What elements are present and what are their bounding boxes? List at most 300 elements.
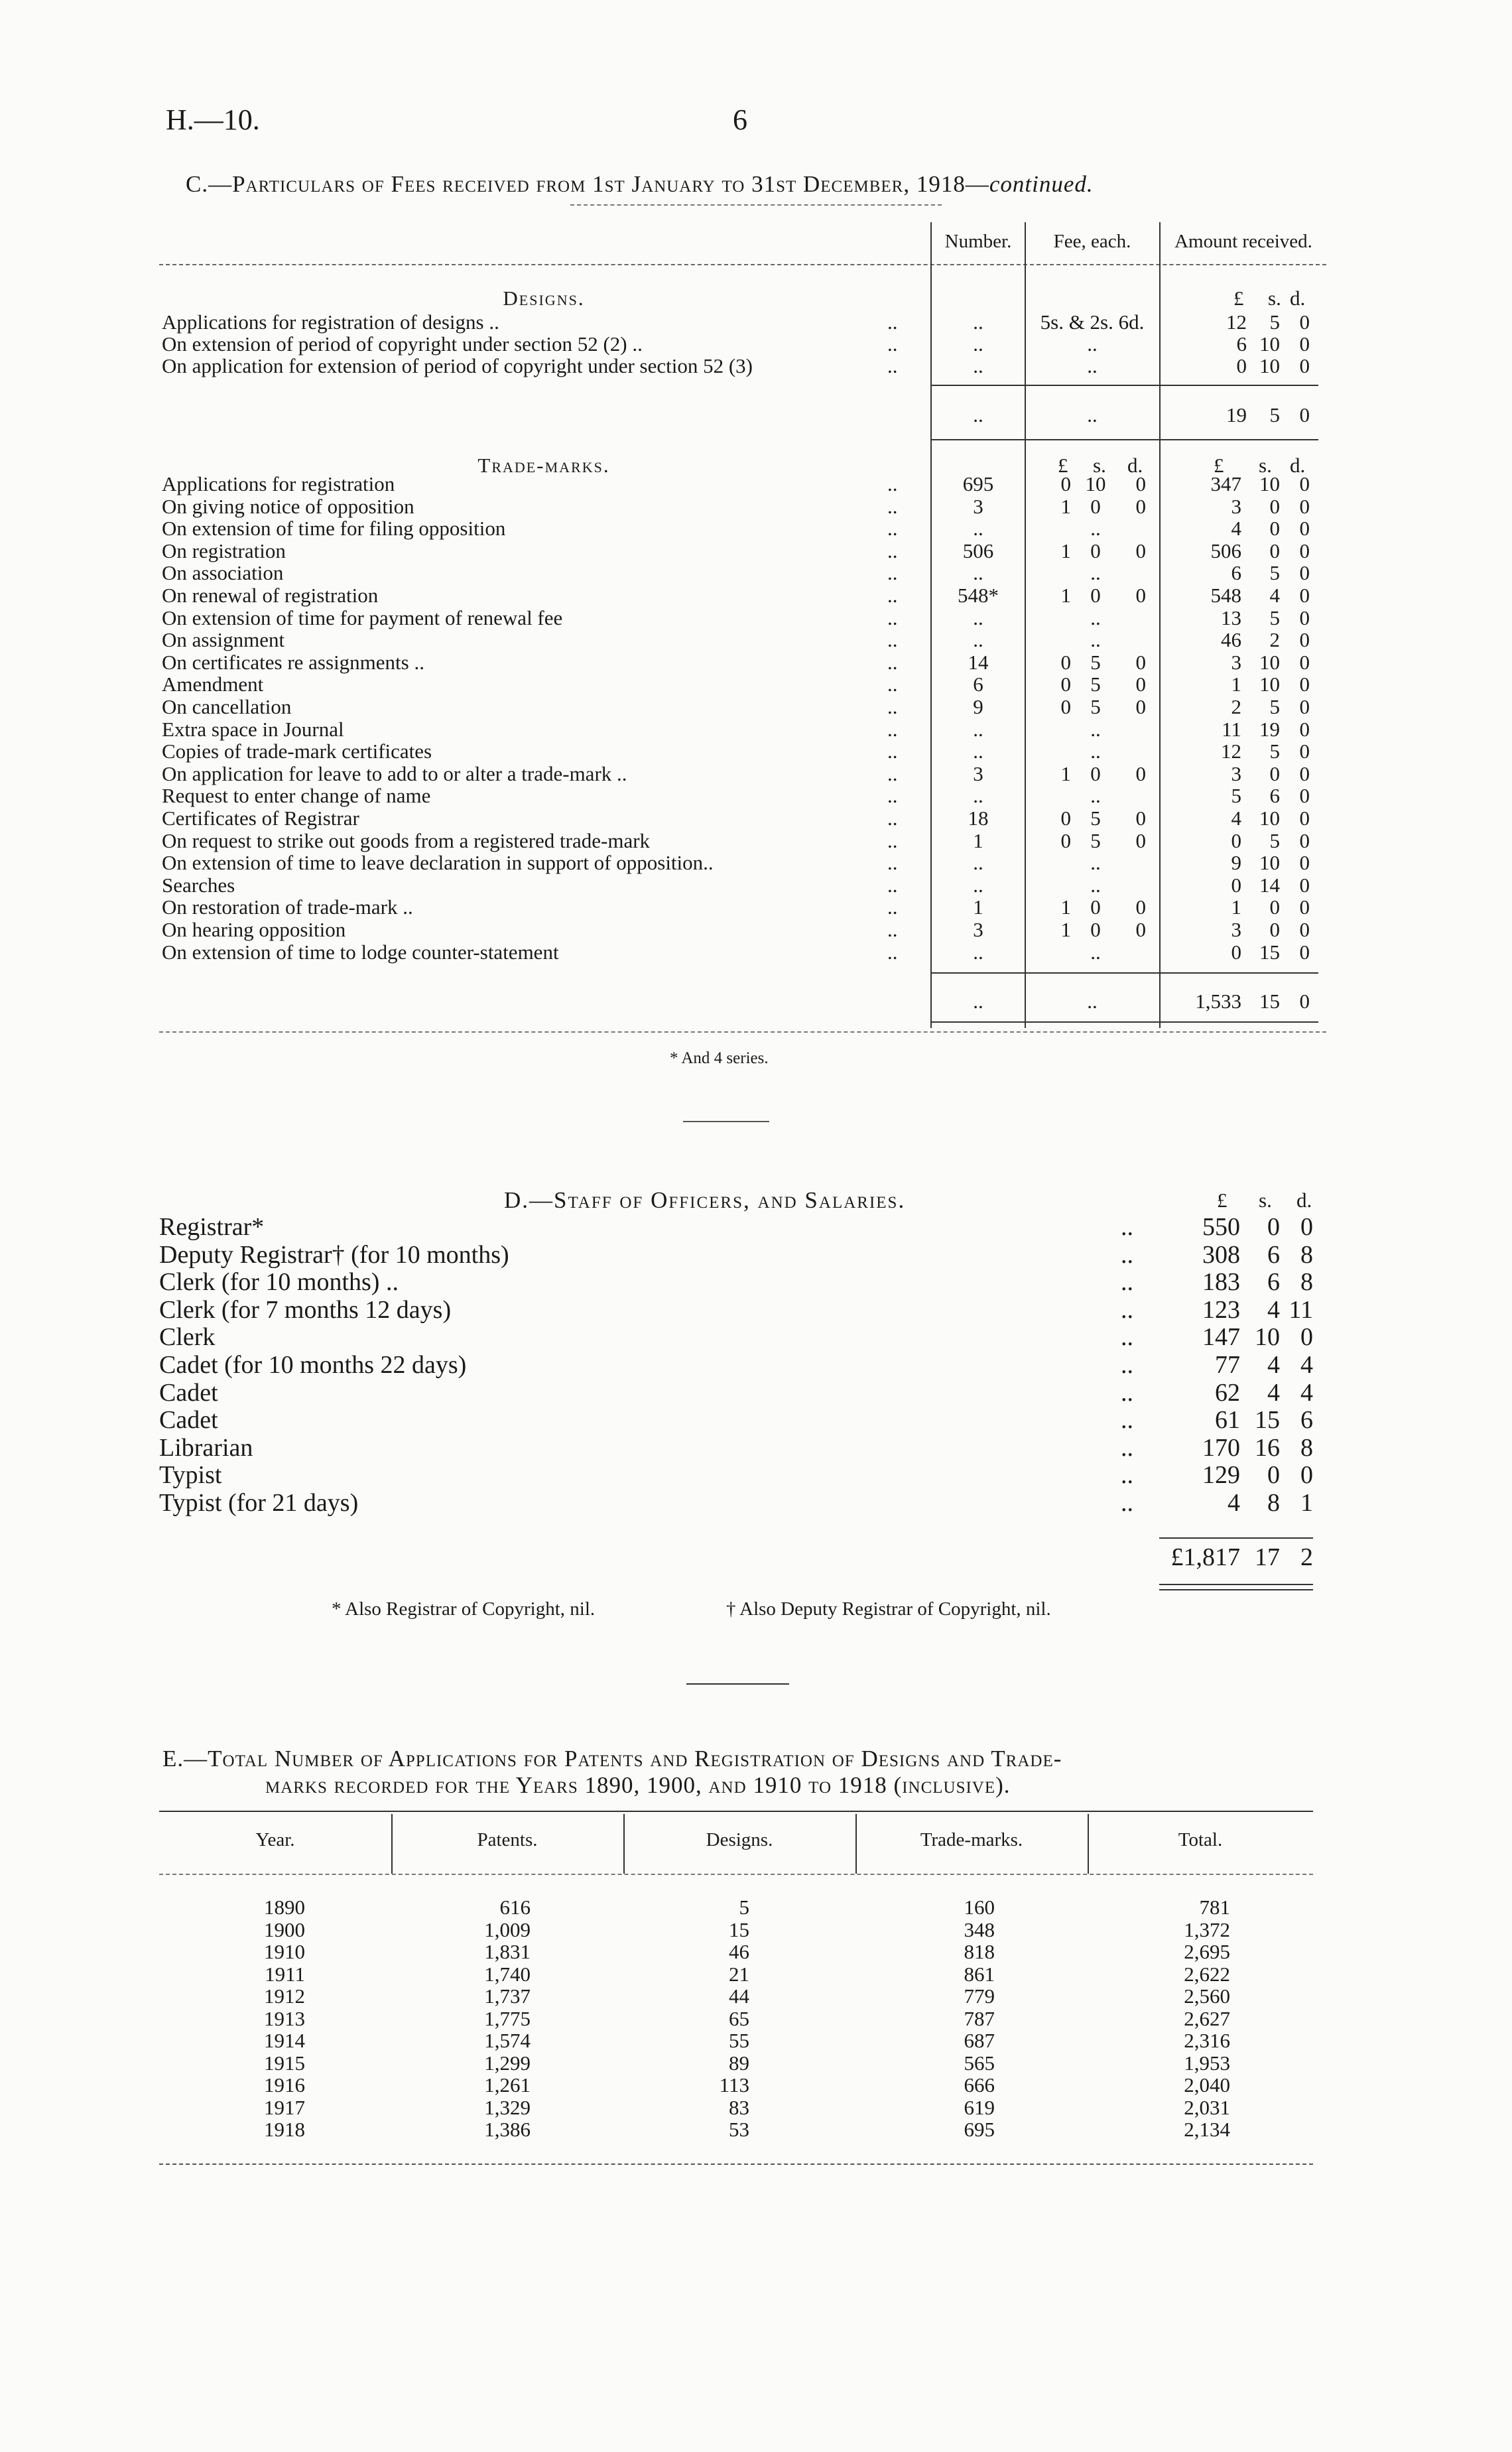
row-fee-pence: 0: [1135, 761, 1146, 785]
row-fee-pounds: 0: [1060, 673, 1071, 696]
row-pounds: 13: [1221, 606, 1241, 629]
row-number: 6: [973, 673, 983, 696]
column-header-fee-each: Fee, each.: [1053, 231, 1131, 252]
row-shillings: 0: [1267, 1213, 1280, 1241]
row-designs: 65: [729, 2006, 749, 2030]
row-year: 1890: [264, 1896, 305, 1919]
row-total: 2,560: [1184, 1984, 1230, 2008]
trademarks-fee-unit-shillings: s.: [1093, 454, 1106, 477]
row-fee-pounds: 0: [1060, 472, 1071, 495]
row-number: ..: [973, 354, 983, 377]
row-shillings: 0: [1269, 517, 1280, 541]
row-pounds: 77: [1215, 1351, 1240, 1379]
column-header-total: Total.: [1178, 1829, 1223, 1850]
row-pounds: 347: [1210, 472, 1241, 495]
row-pence: 0: [1300, 1461, 1313, 1490]
row-shillings: 5: [1269, 561, 1280, 585]
trademark-row: [0, 606, 1512, 629]
designs-total-fee: ..: [1087, 403, 1098, 426]
row-fee-shillings: ..: [1090, 940, 1101, 964]
row-patents: 1,261: [484, 2073, 531, 2097]
row-pounds: 147: [1202, 1323, 1240, 1352]
row-pence: 0: [1299, 584, 1310, 607]
row-label: Cadet: [159, 1406, 218, 1435]
row-pence: 0: [1299, 332, 1310, 355]
row-total: 2,695: [1184, 1940, 1230, 1963]
leader-dots: ..: [887, 494, 898, 518]
row-fee-pence: 0: [1135, 828, 1146, 852]
row-pence: 1: [1300, 1489, 1313, 1517]
row-fee-pounds: 0: [1060, 807, 1071, 830]
section-d-footnote-deputy: † Also Deputy Registrar of Copyright, nil.: [726, 1598, 1051, 1620]
row-pence: 0: [1299, 354, 1310, 377]
leader-dots: ..: [887, 584, 898, 607]
row-pounds: 46: [1221, 628, 1241, 652]
row-pounds: 308: [1202, 1240, 1240, 1269]
row-label: On extension of time to leave declaration in support of opposition..: [162, 851, 714, 875]
row-shillings: 0: [1267, 1461, 1280, 1490]
applications-row: [0, 1984, 1512, 2007]
row-number: 9: [973, 695, 983, 718]
section-e-title-line1: E.—Total Number of Applications for Patents and Registration of Designs and Trade-: [162, 1746, 1062, 1772]
row-trademarks: 787: [964, 2006, 995, 2030]
leader-dots: ..: [887, 650, 898, 674]
row-pence: 0: [1299, 673, 1310, 696]
row-shillings: 5: [1269, 695, 1280, 718]
leader-dots: ..: [887, 784, 898, 808]
row-fee-shillings: 0: [1090, 539, 1101, 562]
trademarks-fee-unit-pence: d.: [1127, 454, 1143, 477]
trademark-row: [0, 584, 1512, 606]
row-label: On assignment: [162, 628, 285, 652]
row-fee-shillings: 5: [1090, 807, 1101, 830]
row-number: ..: [973, 873, 983, 897]
trademark-row: [0, 651, 1512, 673]
row-patents: 1,831: [484, 1940, 531, 1963]
row-fee-shillings: 5: [1090, 828, 1101, 852]
row-shillings: 4: [1267, 1378, 1280, 1407]
salaries-total-pounds: £1,817: [1170, 1543, 1240, 1571]
row-label: Extra space in Journal: [162, 717, 344, 741]
column-header-year: Year.: [255, 1829, 295, 1850]
row-fee-shillings: ..: [1090, 606, 1101, 629]
applications-row: [0, 1940, 1512, 1963]
row-shillings: 6: [1269, 784, 1280, 808]
row-pounds: 123: [1202, 1295, 1240, 1324]
section-c-footnote: * And 4 series.: [670, 1049, 769, 1067]
row-pounds: 12: [1221, 740, 1241, 763]
row-pounds: 3: [1231, 761, 1241, 785]
salary-row: [0, 1267, 1512, 1297]
leader-dots: ..: [887, 354, 898, 377]
salaries-unit-pence: d.: [1296, 1189, 1312, 1212]
row-fee-pence: 0: [1135, 650, 1146, 674]
row-number: ..: [973, 717, 983, 741]
row-year: 1918: [264, 2118, 305, 2141]
row-trademarks: 861: [964, 1962, 995, 1986]
row-number: ..: [973, 851, 983, 875]
row-pounds: 3: [1231, 494, 1241, 518]
row-patents: 1,574: [484, 2029, 531, 2052]
trademarks-total-pence: 0: [1299, 990, 1310, 1013]
row-number: ..: [973, 561, 983, 585]
row-fee-pounds: 1: [1060, 539, 1071, 562]
designs-row: [0, 354, 1512, 377]
column-header-patents: Patents.: [477, 1829, 538, 1850]
row-pounds: 506: [1210, 539, 1241, 562]
row-pence: 4: [1300, 1351, 1313, 1379]
row-pounds: 6: [1231, 561, 1241, 585]
designs-heading: Designs.: [503, 287, 585, 310]
row-trademarks: 695: [964, 2118, 995, 2141]
leader-dots: ..: [887, 807, 898, 830]
section-e-title-line2: marks recorded for the Years 1890, 1900, and 1910 to 1918 (inclusive).: [265, 1772, 1011, 1798]
row-trademarks: 666: [964, 2073, 995, 2097]
row-pounds: 0: [1236, 354, 1247, 377]
row-pence: 11: [1289, 1295, 1313, 1324]
salaries-total-pence: 2: [1300, 1543, 1313, 1571]
trademark-row: [0, 918, 1512, 940]
row-total: 2,040: [1184, 2073, 1230, 2097]
trademarks-unit-pounds: £: [1214, 454, 1224, 477]
salary-row: [0, 1350, 1512, 1379]
salaries-total-shillings: 17: [1255, 1543, 1280, 1571]
designs-total-shillings: 5: [1269, 403, 1280, 426]
applications-row: [0, 2007, 1512, 2030]
trademarks-total-number: ..: [973, 990, 983, 1013]
row-shillings: 10: [1259, 332, 1280, 355]
row-pence: 0: [1299, 940, 1310, 964]
salary-row: [0, 1212, 1512, 1241]
row-pounds: 4: [1231, 807, 1241, 830]
row-trademarks: 687: [964, 2029, 995, 2052]
trademark-row: [0, 561, 1512, 584]
row-number: ..: [973, 606, 983, 629]
leader-dots: ..: [1121, 1406, 1133, 1435]
row-patents: 1,009: [484, 1917, 531, 1941]
trademarks-total-fee: ..: [1087, 990, 1098, 1013]
row-fee-pounds: 1: [1060, 918, 1071, 941]
row-shillings: 0: [1269, 539, 1280, 562]
row-number: ..: [973, 332, 983, 355]
row-patents: 1,329: [484, 2095, 531, 2119]
trademark-row: [0, 517, 1512, 539]
row-pence: 0: [1299, 918, 1310, 941]
leader-dots: ..: [887, 918, 898, 941]
row-shillings: 5: [1269, 828, 1280, 852]
row-shillings: 8: [1267, 1489, 1280, 1517]
section-c-title: [186, 171, 1094, 198]
leader-dots: ..: [887, 332, 898, 355]
row-total: 781: [1199, 1896, 1230, 1919]
row-pounds: 5: [1231, 784, 1241, 808]
row-pounds: 1: [1231, 673, 1241, 696]
trademark-row: [0, 873, 1512, 896]
leader-dots: ..: [887, 717, 898, 741]
row-fee-shillings: ..: [1090, 784, 1101, 808]
row-shillings: 16: [1255, 1433, 1280, 1462]
row-pence: 0: [1299, 873, 1310, 897]
row-label: On extension of time for payment of renewal fee: [162, 606, 563, 629]
leader-dots: ..: [1121, 1378, 1133, 1407]
designs-total-number: ..: [973, 403, 983, 426]
applications-row: [0, 2118, 1512, 2140]
row-label: On extension of time to lodge counter-statement: [162, 940, 559, 964]
row-label: Librarian: [159, 1433, 253, 1462]
row-patents: 1,740: [484, 1962, 531, 1986]
row-fee-shillings: 0: [1090, 895, 1101, 919]
row-number: 3: [973, 918, 983, 941]
row-pence: 0: [1300, 1323, 1313, 1352]
row-fee-shillings: 5: [1090, 695, 1101, 718]
row-trademarks: 818: [964, 1940, 995, 1963]
row-pence: 0: [1299, 517, 1310, 541]
row-total: 2,134: [1184, 2118, 1230, 2141]
leader-dots: ..: [887, 539, 898, 562]
row-fee: 5s. & 2s. 6d.: [1040, 310, 1145, 334]
row-label: Certificates of Registrar: [162, 807, 359, 830]
row-pence: 0: [1299, 695, 1310, 718]
row-label: Clerk (for 10 months) ..: [159, 1268, 399, 1297]
row-fee-shillings: 0: [1090, 584, 1101, 607]
row-fee-shillings: 0: [1090, 918, 1101, 941]
row-pounds: 6: [1236, 332, 1247, 355]
row-shillings: 14: [1259, 873, 1280, 897]
salary-row: [0, 1488, 1512, 1517]
section-c-title-continued: continued.: [989, 171, 1094, 197]
leader-dots: ..: [1121, 1433, 1133, 1462]
row-pounds: 548: [1210, 584, 1241, 607]
row-fee-pence: 0: [1135, 695, 1146, 718]
row-pence: 0: [1299, 650, 1310, 674]
row-pence: 0: [1299, 828, 1310, 852]
row-pounds: 3: [1231, 918, 1241, 941]
salary-row: [0, 1405, 1512, 1435]
row-designs: 55: [729, 2029, 749, 2052]
row-total: 2,627: [1184, 2006, 1230, 2030]
row-number: 548*: [958, 584, 999, 607]
row-shillings: 4: [1267, 1295, 1280, 1324]
row-label: Clerk: [159, 1323, 216, 1352]
row-designs: 83: [729, 2095, 749, 2119]
leader-dots: ..: [887, 310, 898, 334]
row-pence: 0: [1299, 628, 1310, 652]
row-fee-pence: 0: [1135, 807, 1146, 830]
applications-row: [0, 1963, 1512, 1985]
row-designs: 15: [729, 1917, 749, 1941]
row-label: Cadet (for 10 months 22 days): [159, 1351, 467, 1379]
row-label: On registration: [162, 539, 286, 562]
row-shillings: 0: [1269, 494, 1280, 518]
row-fee-shillings: 10: [1085, 472, 1106, 495]
row-patents: 1,775: [484, 2006, 531, 2030]
row-label: Cadet: [159, 1378, 218, 1407]
trademarks-unit-shillings: s.: [1259, 454, 1272, 477]
row-designs: 46: [729, 1940, 749, 1963]
row-label: Clerk (for 7 months 12 days): [159, 1295, 452, 1324]
designs-unit-shillings: s.: [1268, 287, 1281, 310]
row-number: ..: [973, 517, 983, 541]
row-trademarks: 619: [964, 2095, 995, 2119]
row-pence: 0: [1300, 1213, 1313, 1241]
leader-dots: ..: [887, 828, 898, 852]
row-pence: 0: [1299, 539, 1310, 562]
row-pence: 0: [1299, 561, 1310, 585]
leader-dots: ..: [1121, 1489, 1133, 1517]
row-fee: ..: [1087, 354, 1098, 377]
row-label: On hearing opposition: [162, 918, 346, 941]
row-patents: 1,386: [484, 2118, 531, 2141]
salary-row: [0, 1295, 1512, 1324]
section-c-title-text: C.—Particulars of Fees received from 1st January to 31st December, 1918—: [186, 171, 989, 197]
leader-dots: ..: [1121, 1240, 1133, 1269]
column-header-amount-received: Amount received.: [1174, 231, 1312, 252]
trademark-row: [0, 940, 1512, 963]
leader-dots: ..: [887, 606, 898, 629]
row-year: 1917: [264, 2095, 305, 2119]
trademarks-unit-pence: d.: [1290, 454, 1306, 477]
row-label: Deputy Registrar† (for 10 months): [159, 1240, 509, 1269]
row-trademarks: 565: [964, 2051, 995, 2075]
row-pounds: 4: [1231, 517, 1241, 541]
row-year: 1916: [264, 2073, 305, 2097]
applications-row: [0, 2029, 1512, 2051]
row-fee-shillings: ..: [1090, 517, 1101, 541]
row-pounds: 4: [1228, 1489, 1240, 1517]
row-number: 695: [962, 472, 994, 495]
salary-row: [0, 1378, 1512, 1407]
row-label: On application for extension of period of copyright under section 52 (3): [162, 354, 753, 377]
page-reference: H.—10.: [166, 103, 260, 136]
row-shillings: 15: [1259, 940, 1280, 964]
row-number: 3: [973, 494, 983, 518]
row-pounds: 62: [1215, 1378, 1240, 1407]
row-designs: 89: [729, 2051, 749, 2075]
row-fee-pence: 0: [1135, 494, 1146, 518]
leader-dots: ..: [1121, 1268, 1133, 1297]
row-designs: 21: [729, 1962, 749, 1986]
row-pounds: 0: [1231, 873, 1241, 897]
row-number: 14: [968, 650, 989, 674]
row-fee-shillings: ..: [1090, 740, 1101, 763]
row-trademarks: 348: [964, 1917, 995, 1941]
salary-row: [0, 1240, 1512, 1269]
designs-unit-pounds: £: [1233, 287, 1244, 310]
row-label: Applications for registration: [162, 472, 395, 495]
row-shillings: 5: [1269, 606, 1280, 629]
row-pounds: 61: [1215, 1406, 1240, 1435]
trademark-row: [0, 829, 1512, 852]
row-number: ..: [973, 740, 983, 763]
designs-row: [0, 332, 1512, 355]
row-pence: 0: [1299, 740, 1310, 763]
row-number: 18: [968, 807, 989, 830]
row-fee-shillings: ..: [1090, 561, 1101, 585]
row-shillings: 5: [1269, 740, 1280, 763]
row-shillings: 10: [1259, 472, 1280, 495]
applications-row: [0, 2096, 1512, 2118]
row-fee: ..: [1087, 332, 1098, 355]
designs-total-pounds: 19: [1226, 403, 1247, 426]
row-shillings: 19: [1259, 717, 1280, 741]
row-label: On extension of time for filing opposition: [162, 517, 506, 541]
leader-dots: ..: [1121, 1351, 1133, 1379]
row-label: On certificates re assignments ..: [162, 650, 424, 674]
row-pounds: 2: [1231, 695, 1241, 718]
row-fee-pence: 0: [1135, 918, 1146, 941]
row-number: 1: [973, 828, 983, 852]
trademarks-heading: Trade-marks.: [477, 454, 610, 477]
trademarks-total-pounds: 1,533: [1195, 990, 1241, 1013]
row-year: 1914: [264, 2029, 305, 2052]
row-label: Request to enter change of name: [162, 784, 431, 808]
row-shillings: 10: [1255, 1323, 1280, 1352]
row-pence: 0: [1299, 717, 1310, 741]
row-designs: 44: [729, 1984, 749, 2008]
applications-row: [0, 1896, 1512, 1918]
row-trademarks: 160: [964, 1896, 995, 1919]
leader-dots: ..: [887, 740, 898, 763]
row-pence: 0: [1299, 851, 1310, 875]
row-year: 1900: [264, 1917, 305, 1941]
section-d-title: D.—Staff of Officers, and Salaries.: [504, 1187, 906, 1213]
leader-dots: ..: [887, 895, 898, 919]
row-shillings: 10: [1259, 851, 1280, 875]
trademarks-fee-unit-pounds: £: [1058, 454, 1068, 477]
row-number: 1: [973, 895, 983, 919]
row-fee-pence: 0: [1135, 895, 1146, 919]
row-fee-pounds: 0: [1060, 695, 1071, 718]
row-fee-pence: 0: [1135, 673, 1146, 696]
leader-dots: ..: [887, 628, 898, 652]
row-label: On cancellation: [162, 695, 292, 718]
column-header-trade-marks: Trade-marks.: [920, 1829, 1023, 1850]
trademark-row: [0, 628, 1512, 651]
row-fee-shillings: 0: [1090, 761, 1101, 785]
row-shillings: 6: [1267, 1268, 1280, 1297]
row-year: 1913: [264, 2006, 305, 2030]
row-shillings: 4: [1269, 584, 1280, 607]
row-shillings: 10: [1259, 673, 1280, 696]
row-pounds: 9: [1231, 851, 1241, 875]
row-year: 1910: [264, 1940, 305, 1963]
designs-unit-pence: d.: [1290, 287, 1306, 310]
row-pounds: 183: [1202, 1268, 1240, 1297]
row-shillings: 10: [1259, 807, 1280, 830]
row-total: 1,953: [1184, 2051, 1230, 2075]
row-shillings: 2: [1269, 628, 1280, 652]
trademark-row: [0, 472, 1512, 495]
column-header-number: Number.: [944, 231, 1012, 252]
row-fee-pounds: 1: [1060, 895, 1071, 919]
leader-dots: ..: [887, 561, 898, 585]
trademark-row: [0, 539, 1512, 562]
row-label: Typist: [159, 1461, 222, 1490]
row-fee-pence: 0: [1135, 472, 1146, 495]
row-fee-pounds: 0: [1060, 650, 1071, 674]
row-fee-shillings: ..: [1090, 851, 1101, 875]
section-d-footnote-registrar: * Also Registrar of Copyright, nil.: [332, 1598, 596, 1620]
designs-row: [0, 310, 1512, 333]
row-label: On request to strike out goods from a registered trade-mark: [162, 828, 651, 852]
trademark-row: [0, 784, 1512, 807]
row-pounds: 3: [1231, 650, 1241, 674]
row-total: 2,316: [1184, 2029, 1230, 2052]
row-pence: 8: [1300, 1240, 1313, 1269]
row-fee-shillings: 5: [1090, 673, 1101, 696]
row-label: Amendment: [162, 673, 264, 696]
row-fee-pounds: 1: [1060, 584, 1071, 607]
